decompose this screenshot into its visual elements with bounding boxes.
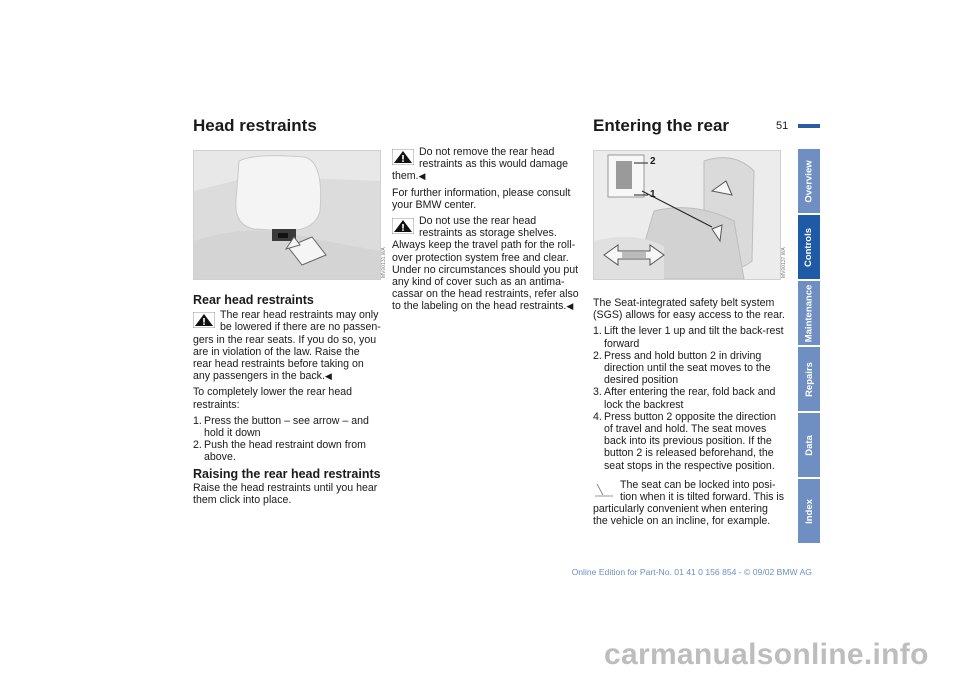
page-title-entering-rear: Entering the rear xyxy=(593,116,730,135)
image-id-right: MV00137.WA xyxy=(781,247,787,278)
warning-remove-paragraph xyxy=(392,146,582,183)
seat-illustration xyxy=(594,151,780,279)
step-number: 4. xyxy=(593,410,602,423)
lower-steps-list xyxy=(193,415,381,464)
end-mark: ◀ xyxy=(566,301,574,312)
head-restraint-photo xyxy=(193,150,381,280)
step-text: Press button 2 opposite the direction of travel and hold. The seat moves back into its previous position. If the button 2 is released beforehand, the seat stops in the respective position. xyxy=(604,410,776,472)
image-id-left: MV00131.WA xyxy=(381,247,387,278)
end-mark: ◀ xyxy=(418,171,426,182)
raising-heading: Raising the rear head restraints xyxy=(193,466,381,481)
sgs-intro: The Seat-integrated safety belt system (SGS) allows for easy access to the rear. xyxy=(593,297,785,322)
warning-icon xyxy=(392,218,414,234)
step-number: 1. xyxy=(593,325,602,338)
warning-storage-paragraph xyxy=(392,215,582,313)
warning-lower-text: The rear head restraints may only be lowered if there are no passen-gers in the rear seats. If you do so, you are in violation of the law. Raise the rear head restraints before taking on any passengers in the back. xyxy=(193,309,381,383)
footer-edition: Online Edition for Part-No. 01 41 0 156 854 - © 09/02 BMW AG xyxy=(571,567,812,577)
note-paragraph xyxy=(593,479,785,528)
entering-rear-photo xyxy=(593,150,781,280)
right-column xyxy=(593,297,785,532)
step-text: After entering the rear, fold back and lock the backrest xyxy=(604,386,776,411)
list-item xyxy=(593,411,785,472)
list-item xyxy=(193,439,381,463)
end-mark: ◀ xyxy=(324,371,332,382)
further-info: For further information, please consult your BMW center. xyxy=(392,186,571,211)
note-text: The seat can be locked into posi-tion when it is tilted forward. This is particularly convenient when entering the vehicle on an incline, for example. xyxy=(593,478,785,528)
list-item xyxy=(593,386,785,410)
head-restraint-illustration xyxy=(194,151,380,279)
tab-repairs[interactable] xyxy=(798,347,820,411)
step-number: 3. xyxy=(593,386,602,399)
step-text: Push the head restraint down from above. xyxy=(204,439,366,464)
left-column xyxy=(193,294,381,510)
lower-intro: To completely lower the rear head restraints: xyxy=(193,386,352,411)
step-text: Press the button – see arrow – and hold it down xyxy=(204,414,369,440)
tab-label: Index xyxy=(803,498,815,524)
accent-bar xyxy=(798,124,820,128)
page-title-head-restraints: Head restraints xyxy=(193,116,317,135)
tab-data[interactable] xyxy=(798,413,820,477)
entering-steps-list xyxy=(593,325,785,471)
callout-1-label: 1 xyxy=(650,189,656,200)
list-item xyxy=(193,415,381,439)
tab-label: Data xyxy=(803,434,815,456)
list-item xyxy=(593,325,785,349)
warning-icon xyxy=(392,149,414,165)
watermark: carmanualsonline.info xyxy=(604,638,929,671)
warning-lower-paragraph xyxy=(193,309,381,382)
step-text: Press and hold button 2 in driving direction until the seat moves to the desired position xyxy=(604,349,771,387)
page-number: 51 xyxy=(776,120,789,132)
step-number: 2. xyxy=(193,439,202,452)
callout-2-label: 2 xyxy=(650,156,656,167)
step-number: 1. xyxy=(193,414,202,427)
tab-overview[interactable] xyxy=(798,149,820,213)
tab-label: Repairs xyxy=(803,361,815,397)
tab-maintenance[interactable] xyxy=(798,281,820,345)
step-text: Lift the lever 1 up and tilt the back-rest forward xyxy=(604,325,784,350)
tab-index[interactable] xyxy=(798,479,820,543)
warning-remove-text: Do not remove the rear head restraints as this would damage them. xyxy=(392,146,568,183)
warning-icon xyxy=(193,312,215,328)
middle-column xyxy=(392,146,582,317)
raising-text: Raise the head restraints until you hear them click into place. xyxy=(193,481,378,507)
tab-label: Controls xyxy=(803,227,815,267)
tab-label: Overview xyxy=(803,159,815,203)
warning-storage-text: Do not use the rear head restraints as storage shelves. Always keep the travel path for the roll-over protection system free and clear. Under no circumstances should you put any kind of cover such as an antima-cassar on the head restraints, refer also to the labeling on the head restraints. xyxy=(392,215,579,313)
list-item xyxy=(593,350,785,387)
tab-label: Maintenance xyxy=(803,284,815,342)
tab-controls[interactable] xyxy=(798,215,820,279)
rear-head-restraints-heading: Rear head restraints xyxy=(193,293,314,307)
note-icon xyxy=(593,482,615,498)
step-number: 2. xyxy=(593,349,602,362)
